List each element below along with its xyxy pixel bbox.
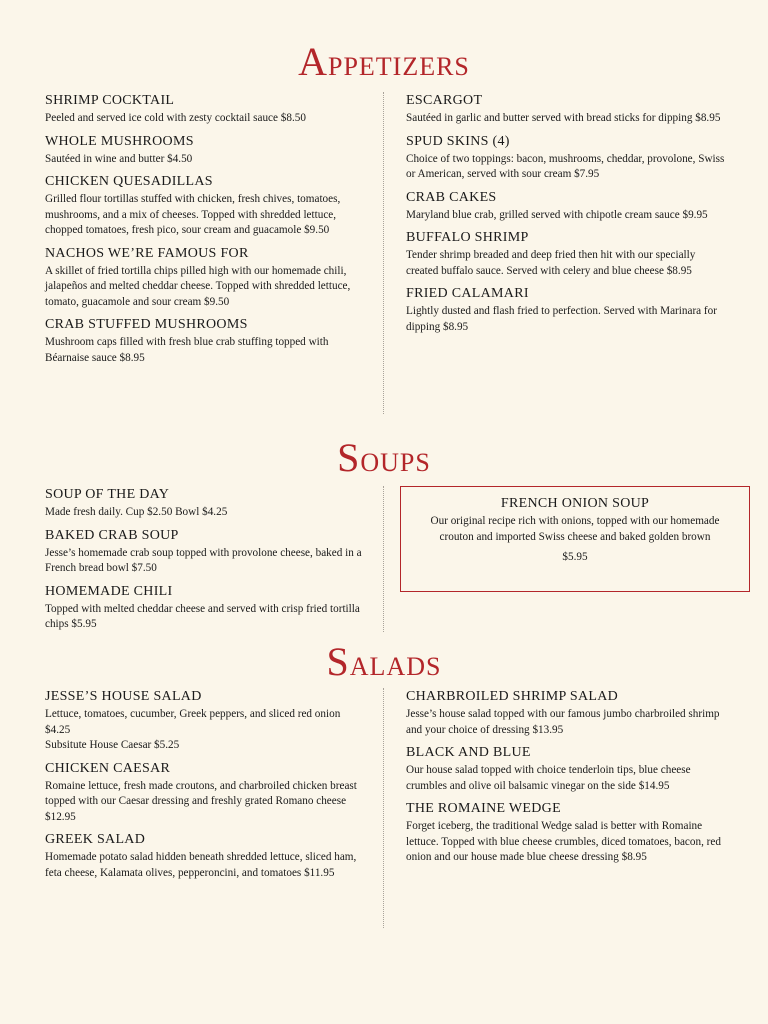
menu-item (45, 527, 367, 577)
item-name: CHICKEN QUESADILLAS (45, 174, 213, 189)
appetizers-left-column (45, 92, 367, 372)
appetizers-heading: APPETIZERS (298, 39, 470, 84)
item-name: THE ROMAINE WEDGE (406, 801, 561, 816)
item-description: Romaine lettuce, fresh made croutons, and charbroiled chicken breast topped with our Caesar dressing and freshly grated Romano cheese $12.95 (45, 779, 357, 823)
item-name: SOUP OF THE DAY (45, 487, 170, 502)
item-description: A skillet of fried tortilla chips pilled high with our homemade chili, jalapeños and melted cheddar cheese. Topped with shredded lettuce, tomato, guacamole and sour cream $9.50 (45, 264, 351, 308)
menu-item (45, 316, 367, 366)
item-description: Topped with melted cheddar cheese and served with crisp fried tortilla chips $5.95 (45, 602, 360, 630)
item-description: Sautéed in garlic and butter served with bread sticks for dipping $8.95 (406, 112, 721, 124)
menu-item (406, 744, 726, 794)
menu-item (406, 688, 726, 738)
column-divider (383, 688, 384, 928)
item-name: WHOLE MUSHROOMS (45, 133, 194, 149)
item-name: CHICKEN CAESAR (45, 760, 171, 776)
menu-item (406, 800, 726, 866)
item-description: Maryland blue crab, grilled served with chipotle cream sauce $9.95 (406, 208, 708, 221)
menu-item (45, 173, 367, 239)
menu-item (45, 760, 367, 826)
menu-item (406, 285, 726, 335)
soups-heading: SOUPS (337, 435, 431, 480)
menu-item (406, 92, 726, 127)
appetizers-right-column (406, 92, 726, 341)
item-name: JESSE’S HOUSE SALAD (45, 689, 202, 704)
item-name: HOMEMADE CHILI (45, 583, 173, 599)
menu-item (45, 831, 367, 881)
menu-item (45, 92, 367, 127)
item-price: $5.95 (562, 551, 588, 563)
item-description: Tender shrimp breaded and deep fried then hit with our specially created buffalo sauce. Served with celery and blue cheese $8.95 (406, 249, 696, 277)
item-description: Lightly dusted and flash fried to perfection. Served with Marinara for dipping $8.95 (406, 305, 717, 333)
menu-item (406, 133, 726, 183)
item-description: Mushroom caps filled with fresh blue crab stuffing topped with Béarnaise sauce $8.95 (45, 336, 329, 364)
item-name: CRAB CAKES (406, 189, 497, 205)
item-description: Our original recipe rich with onions, topped with our homemade crouton and imported Swiss cheese and baked golden brown (430, 515, 720, 543)
item-name: BLACK AND BLUE (406, 745, 531, 760)
item-description: Jesse’s house salad topped with our famous jumbo charbroiled shrimp and your choice of dressing $13.95 (406, 708, 720, 736)
item-name: SPUD SKINS (4) (406, 133, 510, 149)
item-description: Peeled and served ice cold with zesty cocktail sauce $8.50 (45, 112, 306, 124)
menu-item (45, 688, 367, 754)
menu-item (45, 583, 367, 633)
menu-item (45, 486, 367, 521)
item-name: NACHOS WE’RE FAMOUS FOR (45, 245, 249, 261)
item-name: BUFFALO SHRIMP (406, 230, 529, 245)
item-description: Grilled flour tortillas stuffed with chicken, fresh chives, tomatoes, mushrooms, and a mix of cheeses. Topped with shredded lettuce, chopped tomatoes, fresh pico, sour cream and guacamole $9.50 (45, 193, 341, 236)
item-description: Our house salad topped with choice tenderloin tips, blue cheese crumbles and olive oil balsamic vinegar on the side $14.95 (406, 764, 691, 792)
item-description: Sautéed in wine and butter $4.50 (45, 152, 193, 165)
item-description: Choice of two toppings: bacon, mushrooms, cheddar, provolone, Swiss or American, served with sour cream $7.95 (406, 152, 725, 180)
item-name: SHRIMP COCKTAIL (45, 93, 175, 108)
column-divider (383, 486, 384, 632)
item-description: Made fresh daily. Cup $2.50 Bowl $4.25 (45, 506, 228, 518)
salads-right-column (406, 688, 726, 872)
featured-soup-box (400, 486, 750, 592)
menu-item (406, 229, 726, 279)
item-description: Jesse’s homemade crab soup topped with provolone cheese, baked in a French bread bowl $7.50 (45, 546, 362, 574)
salads-left-column (45, 688, 367, 887)
soups-left-column (45, 486, 367, 639)
item-name: ESCARGOT (406, 93, 483, 108)
menu-item (406, 189, 726, 224)
item-name: FRENCH ONION SOUP (500, 496, 650, 511)
item-name: GREEK SALAD (45, 832, 146, 847)
salads-heading: SALADS (326, 639, 442, 684)
item-name: BAKED CRAB SOUP (45, 527, 179, 543)
menu-item (45, 133, 367, 168)
item-name: CRAB STUFFED MUSHROOMS (45, 317, 248, 332)
menu-item (45, 245, 367, 311)
item-name: FRIED CALAMARI (406, 286, 529, 301)
item-description: Forget iceberg, the traditional Wedge salad is better with Romaine lettuce. Topped with blue cheese crumbles, diced tomatoes, bacon, red onion and our house made blue cheese dressing $8.95 (406, 820, 721, 863)
item-description: Lettuce, tomatoes, cucumber, Greek peppers, and sliced red onion $4.25 (45, 708, 341, 736)
column-divider (383, 92, 384, 414)
item-extra: Subsitute House Caesar $5.25 (45, 739, 180, 751)
item-name: CHARBROILED SHRIMP SALAD (406, 689, 619, 704)
item-description: Homemade potato salad hidden beneath shredded lettuce, sliced ham, feta cheese, Kalamata olives, pepperoncini, and tomatoes $11.95 (45, 851, 357, 879)
